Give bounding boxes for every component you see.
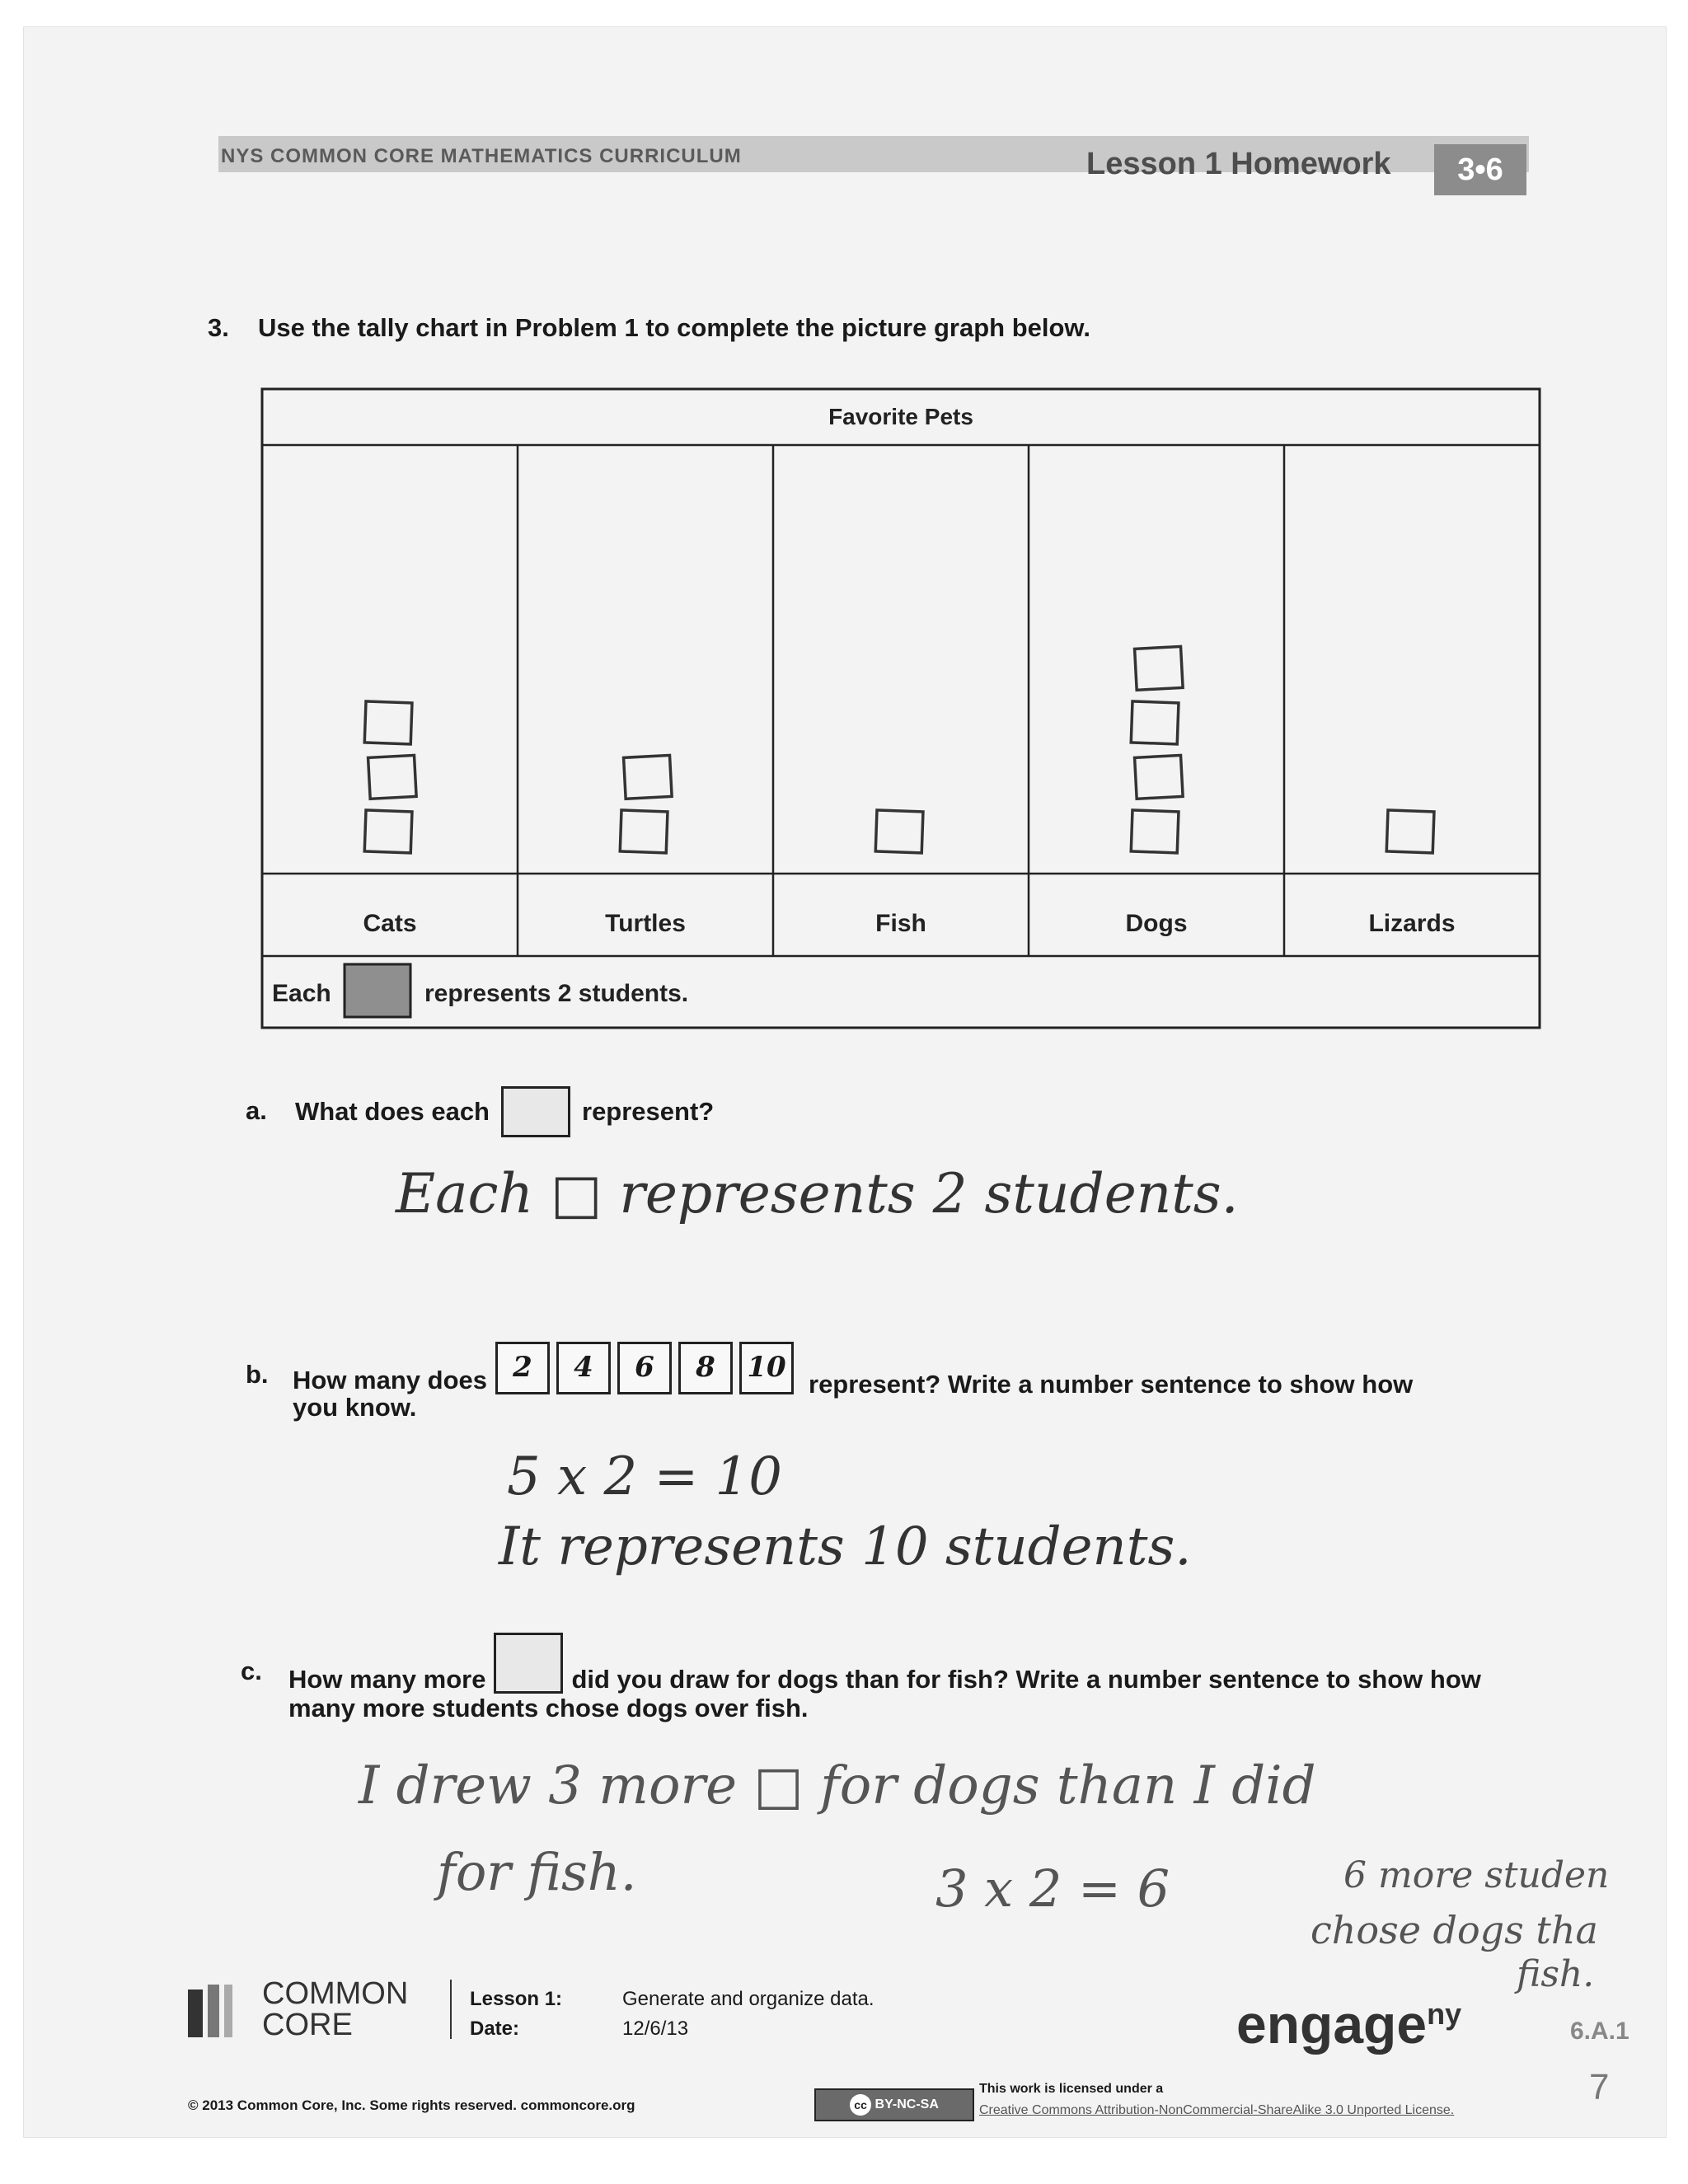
part-c-question bbox=[288, 1632, 1481, 1694]
key-suffix: represents 2 students. bbox=[424, 980, 689, 1007]
part-c-note-3: fish. bbox=[1517, 1953, 1595, 1995]
license-link[interactable]: Creative Commons Attribution-NonCommercial-ShareAlike 3.0 Unported License. bbox=[979, 2103, 1455, 2117]
part-a-question bbox=[295, 1086, 714, 1137]
picture-graph bbox=[256, 387, 1541, 1030]
curriculum-title: NYS COMMON CORE MATHEMATICS CURRICULUM bbox=[221, 145, 742, 167]
grade-module-badge: 3•6 bbox=[1434, 144, 1526, 195]
lesson-title: Lesson 1 Homework bbox=[1086, 147, 1391, 181]
engage-word: engage bbox=[1236, 1994, 1428, 2055]
page-number: 7 bbox=[1589, 2067, 1610, 2107]
part-a-text-before: What does each bbox=[295, 1097, 490, 1126]
logo-word-2: CORE bbox=[262, 2008, 353, 2042]
footer-date-label: Date: bbox=[470, 2018, 520, 2040]
part-b-line2: you know. bbox=[293, 1393, 417, 1422]
part-c-note-2: chose dogs tha bbox=[1311, 1908, 1598, 1952]
numbered-box: 10 bbox=[739, 1342, 794, 1394]
part-c-answer-equation: 3 x 2 = 6 bbox=[935, 1858, 1170, 1919]
problem-instruction: Use the tally chart in Problem 1 to complete the picture graph below. bbox=[258, 313, 1090, 342]
pet-symbol-square bbox=[368, 755, 417, 799]
footer-date-value: 12/6/13 bbox=[622, 2018, 689, 2040]
part-c-answer-line1: I drew 3 more □ for dogs than I did bbox=[359, 1755, 1316, 1816]
license-line-1: This work is licensed under a bbox=[979, 2082, 1164, 2096]
cc-license-badge[interactable] bbox=[814, 2088, 974, 2121]
part-a-text-after: represent? bbox=[582, 1097, 715, 1126]
common-core-logo bbox=[262, 1978, 408, 2041]
pet-symbol-square bbox=[1131, 810, 1179, 853]
pet-symbol-square bbox=[1135, 755, 1184, 799]
pet-symbol-square bbox=[620, 810, 668, 853]
common-core-logo-icon bbox=[188, 1985, 254, 2037]
part-c-note-1: 6 more studen bbox=[1343, 1854, 1610, 1896]
numbered-box: 2 bbox=[495, 1342, 550, 1394]
pet-symbol-square bbox=[1386, 810, 1434, 853]
chart-title: Favorite Pets bbox=[828, 404, 973, 429]
key-prefix: Each bbox=[272, 980, 331, 1007]
part-c-line2: many more students chose dogs over fish. bbox=[288, 1694, 809, 1722]
number-boxes bbox=[495, 1342, 800, 1394]
part-b-answer-equation: 5 x 2 = 10 bbox=[507, 1446, 782, 1507]
footer-lesson-label: Lesson 1: bbox=[470, 1988, 563, 2010]
category-label: Dogs bbox=[1125, 910, 1188, 937]
part-a-answer: Each □ represents 2 students. bbox=[396, 1162, 1239, 1226]
pet-symbol-square bbox=[364, 810, 412, 853]
part-b-label: b. bbox=[246, 1360, 269, 1389]
numbered-box: 4 bbox=[556, 1342, 611, 1394]
logo-word-1: COMMON bbox=[262, 1976, 409, 2011]
ny-superscript: ny bbox=[1427, 1997, 1462, 2031]
footer-lesson-value: Generate and organize data. bbox=[622, 1988, 874, 2010]
footer-divider bbox=[450, 1980, 452, 2039]
cc-icon: cc bbox=[850, 2094, 871, 2116]
part-b-text-before: How many does bbox=[293, 1366, 487, 1394]
pet-symbol-square bbox=[624, 755, 673, 799]
category-label: Lizards bbox=[1368, 910, 1456, 937]
pet-symbol-square bbox=[875, 810, 923, 853]
graph-columns bbox=[363, 445, 1455, 956]
symbol-box bbox=[494, 1633, 563, 1694]
part-b-text-after: represent? Write a number sentence to show how bbox=[809, 1370, 1414, 1399]
engageny-logo bbox=[1236, 1993, 1461, 2055]
worksheet-page bbox=[23, 26, 1667, 2138]
standard-code: 6.A.1 bbox=[1570, 2018, 1629, 2045]
category-label: Cats bbox=[363, 910, 417, 937]
numbered-box: 8 bbox=[678, 1342, 733, 1394]
numbered-box: 6 bbox=[617, 1342, 672, 1394]
problem-number: 3. bbox=[208, 313, 229, 342]
part-c-text-after: did you draw for dogs than for fish? Write a number sentence to show how bbox=[571, 1665, 1481, 1694]
part-a-label: a. bbox=[246, 1096, 267, 1125]
part-c-answer-line2: for fish. bbox=[437, 1842, 637, 1902]
category-label: Fish bbox=[875, 910, 926, 937]
part-c-label: c. bbox=[241, 1657, 262, 1685]
part-c-text-before: How many more bbox=[288, 1665, 486, 1694]
category-label: Turtles bbox=[605, 910, 686, 937]
pet-symbol-square bbox=[364, 701, 412, 744]
key-symbol-box bbox=[345, 964, 410, 1017]
pet-symbol-square bbox=[1135, 646, 1184, 690]
pet-symbol-square bbox=[1131, 701, 1179, 744]
symbol-box bbox=[501, 1086, 570, 1137]
part-b-question bbox=[293, 1337, 1413, 1399]
part-b-answer-sentence: It represents 10 students. bbox=[499, 1516, 1192, 1577]
copyright: © 2013 Common Core, Inc. Some rights reserved. commoncore.org bbox=[188, 2097, 635, 2113]
cc-badge-text: BY-NC-SA bbox=[874, 2097, 939, 2111]
